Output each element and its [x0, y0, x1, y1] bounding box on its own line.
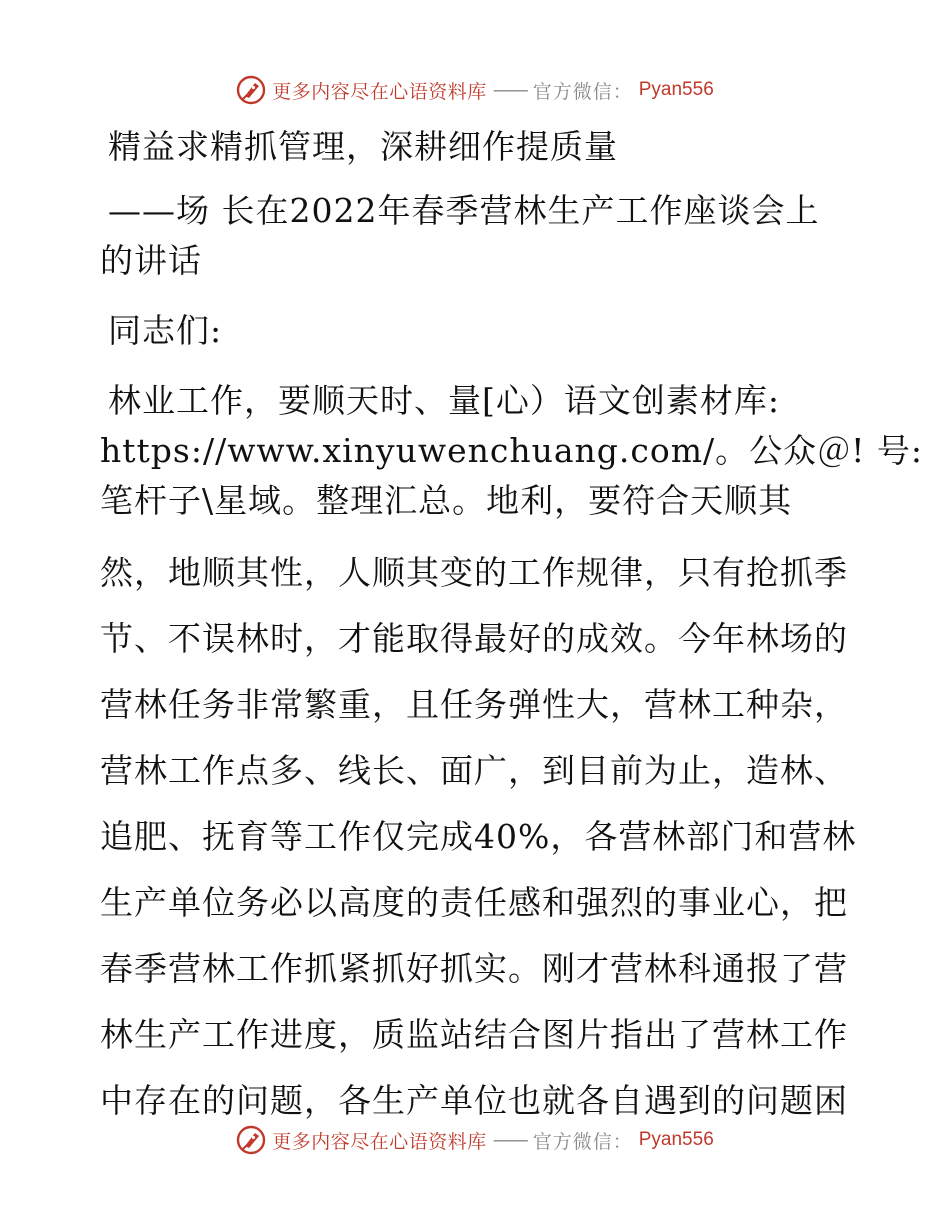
banner-wechat-label: 官方微信：: [532, 1130, 633, 1153]
body-line: 春季营林工作抓紧抓好抓实。刚才营林科通报了营: [100, 949, 848, 988]
body-line: 林生产工作进度，质监站结合图片指出了营林工作: [100, 1015, 848, 1054]
body-line: 节、不误林时，才能取得最好的成效。今年林场的: [100, 619, 848, 658]
document-body: [100, 122, 924, 1134]
body-line: 追肥、抚育等工作仅完成40%，各营林部门和营林: [100, 817, 857, 856]
banner-brand-text: 更多内容尽在心语资料库: [272, 1130, 487, 1153]
banner-brand-text: 更多内容尽在心语资料库: [272, 80, 487, 103]
banner-wechat-handle: Pyan556: [638, 1129, 714, 1150]
document-subtitle-line-1: ——场 长在2022年春季营林生产工作座谈会上: [108, 191, 820, 230]
document-subtitle-line-2: 的讲话: [100, 241, 202, 280]
header-watermark-banner: [0, 70, 950, 110]
banner-dash: ——: [492, 1129, 527, 1151]
banner-wechat-label: 官方微信：: [532, 80, 633, 103]
body-line: 中存在的问题，各生产单位也就各自遇到的问题困: [100, 1081, 848, 1120]
body-line: 林业工作，要顺天时、量[心）语文创素材库:: [108, 381, 780, 420]
body-line: 营林工作点多、线长、面广，到目前为止，造林、: [100, 751, 848, 790]
document-title: 精益求精抓管理，深耕细作提质量: [108, 127, 618, 166]
body-line: 然，地顺其性，人顺其变的工作规律，只有抢抓季: [100, 553, 848, 592]
footer-watermark-banner: [0, 1120, 950, 1160]
banner-dash: ——: [492, 79, 527, 101]
body-line: 生产单位务必以高度的责任感和强烈的事业心，把: [100, 883, 848, 922]
pen-nib-logo-icon: [236, 1125, 266, 1155]
body-line: https://www.xinyuwenchuang.com/。公众＠! 号:: [100, 431, 924, 470]
banner-wechat-handle: Pyan556: [638, 79, 714, 100]
body-line: 笔杆子\星域。整理汇总。地利，要符合天顺其: [100, 481, 793, 520]
body-line: 营林任务非常繁重，且任务弹性大，营林工种杂，: [100, 685, 848, 724]
pen-nib-logo-icon: [236, 75, 266, 105]
document-greeting: 同志们:: [108, 311, 223, 350]
